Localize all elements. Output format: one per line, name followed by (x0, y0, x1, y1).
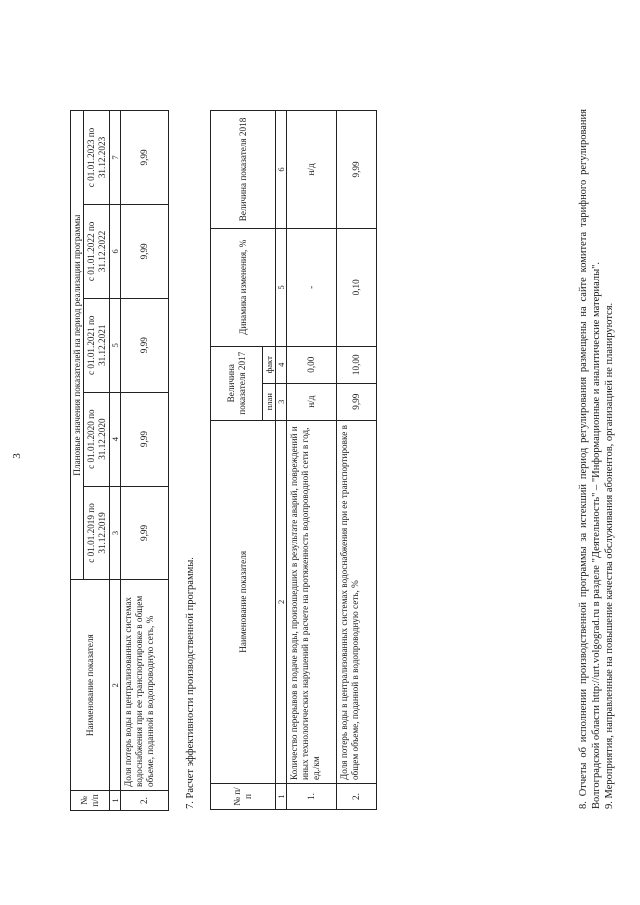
dynamics-value: - (287, 228, 337, 346)
table2-header-num: № п/п (211, 784, 276, 810)
table1-header-name: Наименование показателя (71, 580, 110, 791)
planned-value: 9,99 (121, 486, 169, 580)
row-number: 2. (337, 784, 377, 810)
notes (577, 109, 616, 809)
table1-col-number: 2 (110, 580, 121, 791)
planned-value: 9,99 (121, 204, 169, 298)
plan-value: н/д (287, 383, 337, 420)
table1-col-number: 1 (110, 791, 121, 811)
table1-header-num: № п/п (71, 791, 110, 811)
indicator-name: Количество перерывов в подаче воды, произошедших в результате аварий, повреждений и иных технологических нарушений в расчете на протяженность водопроводной сети в год, ед./км (287, 420, 337, 783)
page-number: 3 (11, 453, 23, 459)
value-2018: н/д (287, 111, 337, 229)
section-7-caption: 7. Расчет эффективности производственной программы. (185, 557, 196, 809)
planned-value: 9,99 (121, 298, 169, 392)
table2-col-number: 3 (276, 383, 287, 420)
plan-value: 9,99 (337, 383, 377, 420)
fact-value: 0,00 (287, 346, 337, 383)
row-number: 1. (287, 784, 337, 810)
indicator-name: Доля потерь воды в централизованных системах водоснабжения при ее транспортировке в общем объеме, поданной в водопроводную сеть, % (121, 580, 169, 791)
table1-period: с 01.01.2021 по 31.12.2021 (84, 298, 110, 392)
efficiency-table (210, 110, 377, 810)
table2-header-name: Наименование показателя (211, 420, 276, 783)
table2-header-fact: факт (263, 346, 276, 383)
note-8: 8. Отчеты об исполнении производственной программы за истекший период регулирования размещены на сайте комитета тарифного регулирования Волгоградской области http://urt.volgograd.ru в разделе "Деятельность" – "Информационные и аналитические материалы". (578, 109, 602, 809)
table2-header-2017: Величина показателя 2017 (211, 346, 263, 420)
table1-period: с 01.01.2023 по 31.12.2023 (84, 111, 110, 205)
table2-col-number: 2 (276, 420, 287, 783)
table-row (337, 111, 377, 810)
table-row (121, 111, 169, 811)
table1-col-number: 4 (110, 392, 121, 486)
table1-header-group: Плановые значения показателей на период реализации программы (71, 111, 84, 580)
table2-col-number: 5 (276, 228, 287, 346)
fact-value: 10,00 (337, 346, 377, 383)
table2-col-number: 4 (276, 346, 287, 383)
table1-col-number: 6 (110, 204, 121, 298)
planned-value: 9,99 (121, 111, 169, 205)
table1-col-number: 7 (110, 111, 121, 205)
planned-value: 9,99 (121, 392, 169, 486)
table1-period: с 01.01.2022 по 31.12.2022 (84, 204, 110, 298)
table2-header-plan: план (263, 383, 276, 420)
planned-indicators-table (70, 110, 169, 811)
table1-col-number: 5 (110, 298, 121, 392)
note-9: 9. Мероприятия, направленные на повышение качества обслуживания абонентов, организацией не планируются. (604, 302, 615, 809)
value-2018: 9,99 (337, 111, 377, 229)
table2-col-number: 1 (276, 784, 287, 810)
indicator-name: Доля потерь воды в централизованных системах водоснабжения при ее транспортировке в общем объеме, поданной в водопроводную сеть, % (337, 420, 377, 783)
table2-header-2018: Величина показателя 2018 (211, 111, 276, 229)
table2-col-number: 6 (276, 111, 287, 229)
table1-col-number: 3 (110, 486, 121, 580)
table2-header-dynamics: Динамика изменения, % (211, 228, 276, 346)
table-row (287, 111, 337, 810)
dynamics-value: 0,10 (337, 228, 377, 346)
table1-period: с 01.01.2019 по 31.12.2019 (84, 486, 110, 580)
row-number: 2. (121, 791, 169, 811)
table1-period: с 01.01.2020 по 31.12.2020 (84, 392, 110, 486)
